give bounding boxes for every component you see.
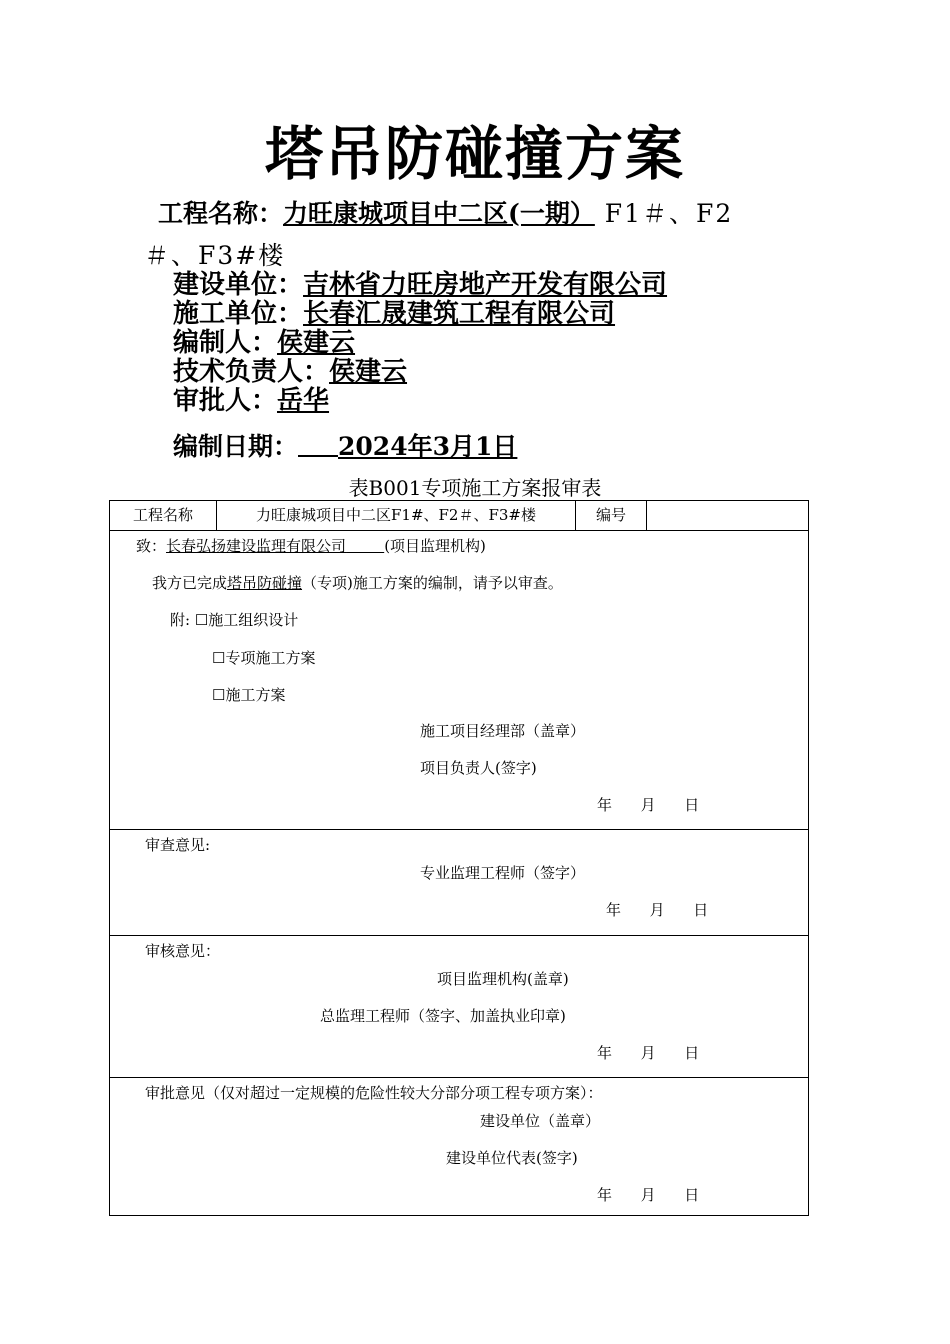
table-header-row — [110, 501, 808, 531]
project-name-label-cell: 工程名称 — [110, 501, 217, 530]
to-label: 致： — [136, 537, 167, 555]
project-value-tail: F1＃、F2 — [594, 199, 734, 228]
body-pre: 我方已完成 — [152, 574, 228, 592]
number-label-cell: 编号 — [576, 501, 647, 530]
owner-rep-sign: 建设单位代表(签字) — [446, 1149, 578, 1167]
project-line-1 — [158, 196, 733, 232]
option-special-plan-checkbox[interactable]: ☐专项施工方案 — [212, 649, 316, 667]
attach-line — [170, 610, 298, 630]
specialist-engineer-sign: 专业监理工程师（签字） — [420, 864, 586, 882]
to-suffix: (项目监理机构) — [384, 537, 486, 555]
owner-unit — [173, 270, 667, 300]
approval-opinion-label: 审批意见（仅对超过一定规模的危险性较大分部分项工程专项方案）： — [145, 1084, 603, 1102]
project-name-value-cell: 力旺康城项目中二区F1#、F2＃、F3#楼 — [217, 501, 576, 530]
body-plan-name: 塔吊防碰撞 — [227, 574, 303, 592]
attach-label: 附: — [170, 611, 195, 629]
submission-body — [152, 573, 563, 593]
sec2-date: 年 月 日 — [606, 901, 709, 919]
sec3-date: 年 月 日 — [597, 1044, 700, 1062]
number-value-cell[interactable] — [647, 501, 807, 530]
to-value: 长春弘扬建设监理有限公司 — [166, 537, 347, 555]
form-title: 表B001专项施工方案报审表 — [348, 476, 602, 500]
builder-unit — [173, 299, 615, 329]
audit-opinion-label: 审核意见： — [145, 942, 221, 960]
tech-lead — [173, 357, 407, 387]
to-line — [136, 536, 486, 556]
project-value: 力旺康城项目中二区(一期） — [283, 199, 595, 228]
project-label: 工程名称： — [158, 199, 284, 228]
tech-lead-label: 技术负责人： — [173, 357, 330, 387]
builder-unit-label: 施工单位： — [173, 299, 304, 329]
document-title: 塔吊防碰撞方案 — [264, 120, 685, 188]
supervision-seal: 项目监理机构(盖章) — [437, 970, 569, 988]
tech-lead-value: 侯建云 — [329, 357, 408, 387]
date-underline-pad — [298, 433, 338, 457]
owner-seal: 建设单位（盖章） — [480, 1112, 601, 1130]
pm-dept-seal: 施工项目经理部（盖章） — [420, 722, 586, 740]
option-plan-checkbox[interactable]: ☐施工方案 — [212, 686, 286, 704]
compile-date-label: 编制日期： — [173, 432, 299, 461]
compile-date — [173, 427, 517, 463]
approver-label: 审批人： — [173, 386, 278, 416]
compile-date-value: 2024年3月1日 — [338, 432, 518, 461]
audit-section — [110, 935, 808, 1077]
approver-value: 岳华 — [277, 386, 330, 416]
review-section — [110, 829, 808, 935]
sec1-date: 年 月 日 — [597, 796, 700, 814]
submission-section — [110, 530, 808, 829]
body-post: （专项)施工方案的编制，请予以审查。 — [302, 574, 563, 592]
approval-section — [110, 1077, 808, 1217]
compiler-value: 侯建云 — [277, 328, 356, 358]
review-form-table — [109, 500, 809, 1216]
project-lead-sign: 项目负责人(签字) — [420, 759, 537, 777]
chief-engineer-sign: 总监理工程师（签字、加盖执业印章) — [320, 1007, 566, 1025]
project-line-2: ＃、F3#楼 — [144, 241, 286, 270]
sec4-date: 年 月 日 — [597, 1186, 700, 1204]
review-opinion-label: 审查意见: — [145, 836, 211, 854]
approver — [173, 386, 329, 416]
owner-unit-value: 吉林省力旺房地产开发有限公司 — [303, 270, 668, 300]
compiler-label: 编制人： — [173, 328, 278, 358]
owner-unit-label: 建设单位： — [173, 270, 304, 300]
builder-unit-value: 长春汇晟建筑工程有限公司 — [303, 299, 616, 329]
option-org-design-checkbox[interactable]: ☐施工组织设计 — [194, 611, 299, 629]
compiler — [173, 328, 355, 358]
